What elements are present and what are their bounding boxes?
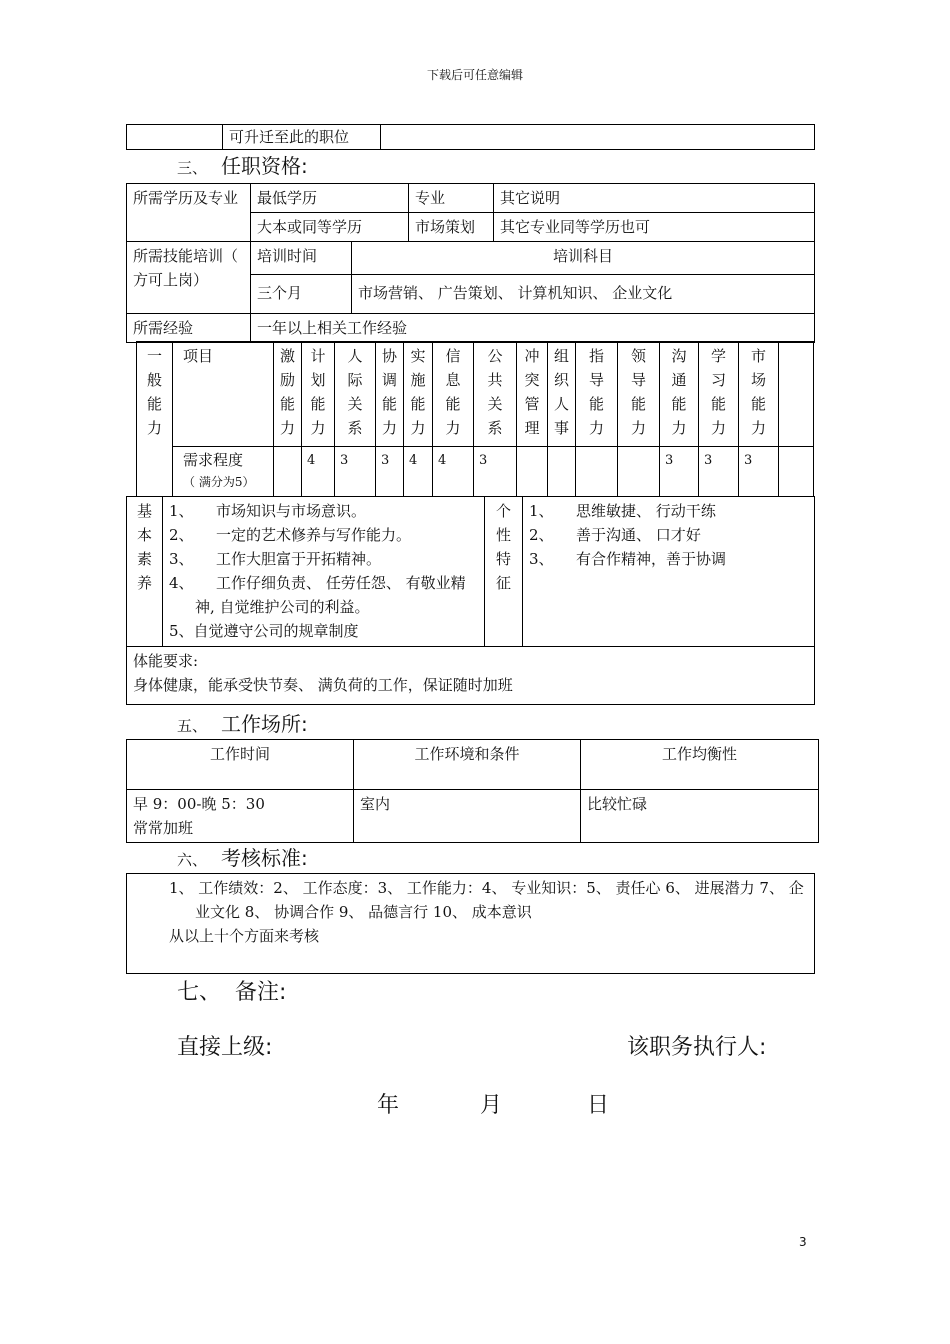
train-time-value: 三个月 [251, 275, 352, 314]
ability-name: 信 息 能 力 [433, 342, 474, 447]
section-7-title: 七、 备注: [177, 980, 287, 1005]
ability-name: 学 习 能 力 [699, 342, 739, 447]
basic-items [163, 497, 485, 647]
ability-name: 冲 突 管 理 [517, 342, 548, 447]
promotion-table [126, 124, 815, 150]
header-note: 下载后可任意编辑 [426, 68, 523, 82]
assessment-table [126, 873, 815, 974]
ability-name: 指 导 能 力 [576, 342, 618, 447]
assessment-cell [127, 874, 815, 974]
empty-cell [779, 342, 814, 447]
personality-label: 个 性 特 征 [485, 497, 523, 647]
ability-value: 3 [474, 447, 517, 497]
ability-name: 沟 通 能 力 [660, 342, 699, 447]
promotion-label: 可升迁至此的职位 [223, 125, 381, 150]
work-env-value: 室内 [354, 790, 581, 843]
work-time-line1: 早 9：00-晚 5：30 [133, 795, 265, 813]
ability-name: 市 场 能 力 [739, 342, 779, 447]
ability-item-label: 项目 [173, 342, 274, 447]
personality-item: 3、 有合作精神，善于协调 [529, 550, 727, 568]
date-month: 月 [480, 1093, 503, 1118]
section-5-title: 五、 工作场所: [177, 712, 308, 736]
ability-value [576, 447, 618, 497]
ability-value: 4 [302, 447, 335, 497]
qualification-table [126, 183, 815, 343]
major-label: 专业 [409, 184, 494, 213]
skill-label: 所需技能培训（ 方可上岗） [127, 242, 251, 314]
basic-quality-table [126, 496, 815, 705]
demand-note: （ 满分为5） [183, 475, 255, 489]
ability-name: 公 共 关 系 [474, 342, 517, 447]
date-day: 日 [587, 1093, 610, 1118]
header-work-balance: 工作均衡性 [581, 740, 819, 790]
other-label: 其它说明 [494, 184, 815, 213]
empty-cell [127, 125, 223, 150]
section-6-title: 六、 考核标准: [177, 846, 308, 870]
ability-value [618, 447, 660, 497]
ability-table [136, 341, 814, 497]
edu-label: 所需学历及专业 [127, 184, 251, 242]
basic-label: 基 本 素 养 [127, 497, 163, 647]
ability-name: 协 调 能 力 [376, 342, 404, 447]
date-year: 年 [377, 1093, 400, 1118]
demand-label: 需求程度 [183, 451, 244, 469]
ability-name: 实 施 能 力 [404, 342, 433, 447]
executor-label: 该职务执行人: [627, 1035, 767, 1060]
ability-value: 3 [376, 447, 404, 497]
train-time-label: 培训时间 [251, 242, 352, 275]
header-work-time: 工作时间 [127, 740, 354, 790]
work-time-cell [127, 790, 354, 843]
basic-item: 3、 工作大胆富于开拓精神。 [169, 550, 382, 568]
superior-label: 直接上级: [177, 1035, 273, 1060]
demand-label-cell [173, 447, 274, 497]
work-time-line2: 常常加班 [133, 819, 194, 837]
page-number: 3 [799, 1235, 807, 1249]
ability-value: 3 [699, 447, 739, 497]
work-balance-value: 比较忙碌 [581, 790, 819, 843]
ability-value: 3 [660, 447, 699, 497]
header-work-env: 工作环境和条件 [354, 740, 581, 790]
empty-cell [779, 447, 814, 497]
assessment-line2: 从以上十个方面来考核 [169, 927, 320, 945]
section-3-title: 三、 任职资格: [177, 154, 308, 178]
ability-name: 组 织 人 事 [548, 342, 576, 447]
ability-name: 计 划 能 力 [302, 342, 335, 447]
ability-value: 3 [335, 447, 376, 497]
ability-value [517, 447, 548, 497]
exp-label: 所需经验 [127, 314, 251, 343]
ability-name: 激 励 能 力 [274, 342, 302, 447]
basic-item: 4、 工作仔细负责、 任劳任怨、 有敬业精神, 自觉维护公司的利益。 [169, 574, 466, 616]
workplace-table [126, 739, 819, 843]
min-edu-value: 大本或同等学历 [251, 213, 409, 242]
train-subject-label: 培训科目 [352, 242, 815, 275]
personality-items [523, 497, 815, 647]
promotion-value [381, 125, 815, 150]
train-subject-value: 市场营销、 广告策划、 计算机知识、 企业文化 [352, 275, 815, 314]
ability-value: 4 [404, 447, 433, 497]
assessment-line1: 1、 工作绩效：2、 工作态度：3、 工作能力：4、 专业知识：5、 责任心 6、 进展潜力 7、 企业文化 8、 协调合作 9、 品德言行 10、 成本意识 [169, 879, 804, 921]
min-edu-label: 最低学历 [251, 184, 409, 213]
other-value: 其它专业同等学历也可 [494, 213, 815, 242]
physical-label: 体能要求: [133, 652, 199, 670]
ability-value [274, 447, 302, 497]
basic-item: 1、 市场知识与市场意识。 [169, 502, 367, 520]
ability-name: 人 际 关 系 [335, 342, 376, 447]
ability-name: 领 导 能 力 [618, 342, 660, 447]
basic-item: 5、自觉遵守公司的规章制度 [169, 622, 359, 640]
ability-value: 3 [739, 447, 779, 497]
exp-value: 一年以上相关工作经验 [251, 314, 815, 343]
ability-value: 4 [433, 447, 474, 497]
basic-item: 2、 一定的艺术修养与写作能力。 [169, 526, 412, 544]
physical-cell [127, 647, 815, 705]
ability-row-label: 一 般 能 力 [137, 342, 173, 497]
major-value: 市场策划 [409, 213, 494, 242]
personality-item: 1、 思维敏捷、 行动干练 [529, 502, 716, 520]
physical-text: 身体健康，能承受快节奏、 满负荷的工作，保证随时加班 [133, 676, 513, 694]
personality-item: 2、 善于沟通、 口才好 [529, 526, 701, 544]
ability-value [548, 447, 576, 497]
